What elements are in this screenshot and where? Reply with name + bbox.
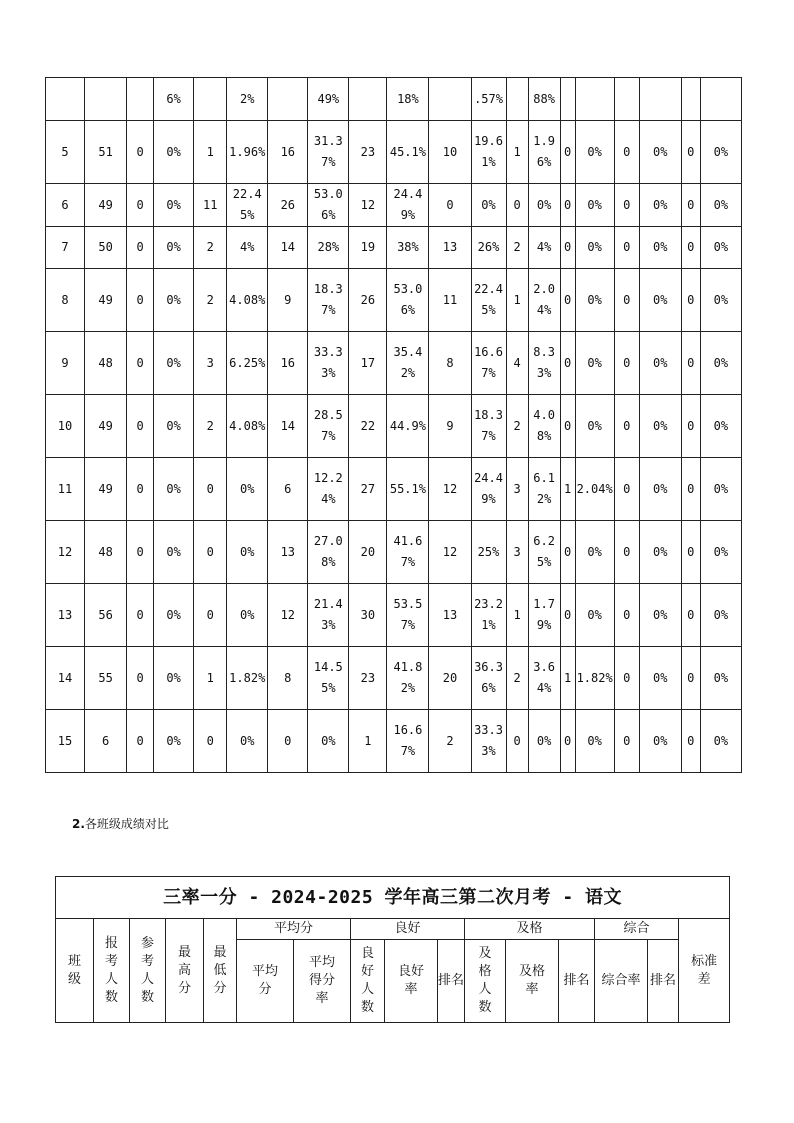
table-cell: 0 [560, 584, 575, 647]
table-cell: 30 [349, 584, 387, 647]
table-cell: 6 [85, 710, 127, 773]
table-cell: 17 [349, 332, 387, 395]
table-cell: 0 [681, 184, 700, 227]
section-heading [72, 815, 169, 832]
table-cell: 0 [268, 710, 308, 773]
table-cell: 12 [268, 584, 308, 647]
table-cell: 0 [127, 584, 154, 647]
header-overall-group: 综合 [595, 919, 679, 940]
table-row [46, 332, 742, 395]
table-cell: 6.25% [528, 521, 560, 584]
table-cell: 0 [127, 647, 154, 710]
table-cell: 18% [387, 78, 429, 121]
table-row [46, 78, 742, 121]
table-cell: 0% [639, 227, 681, 269]
class-comparison-table [55, 876, 730, 1023]
header-avg: 平均分 [237, 940, 294, 1023]
header-good-rate: 良好率 [385, 940, 438, 1023]
table-cell: 0% [700, 521, 741, 584]
table-cell: 0% [154, 121, 194, 184]
table-cell: 0% [154, 269, 194, 332]
table-cell: 24.49% [387, 184, 429, 227]
table-cell: 0 [681, 121, 700, 184]
table-cell: 0 [681, 521, 700, 584]
table-cell: 14 [268, 395, 308, 458]
table-cell: 12 [349, 184, 387, 227]
table-cell [506, 78, 528, 121]
table-cell: 19 [349, 227, 387, 269]
table-cell: 0 [127, 332, 154, 395]
table-cell: 0 [614, 227, 639, 269]
table-cell: 0 [429, 184, 471, 227]
table-cell: 0% [639, 332, 681, 395]
table-cell: 0 [614, 521, 639, 584]
table-cell: 0% [639, 269, 681, 332]
table-cell: 1 [194, 647, 227, 710]
table-cell: 0% [639, 184, 681, 227]
table-cell: 0 [194, 521, 227, 584]
table-cell: 15 [46, 710, 85, 773]
table-cell: 5 [46, 121, 85, 184]
table-cell: 0% [154, 184, 194, 227]
table-cell: 49 [85, 269, 127, 332]
table-cell: 56 [85, 584, 127, 647]
table-cell: 0 [681, 395, 700, 458]
table-cell: 0% [227, 710, 268, 773]
table-cell: 0% [700, 647, 741, 710]
table-cell: 6.25% [227, 332, 268, 395]
table-cell: 0 [560, 184, 575, 227]
table-cell: 0 [614, 458, 639, 521]
table-row [46, 584, 742, 647]
header-avg-group: 平均分 [237, 919, 351, 940]
table-cell: 2 [506, 395, 528, 458]
table-cell: 0 [681, 269, 700, 332]
table-cell: 0 [194, 710, 227, 773]
table-cell: 26 [268, 184, 308, 227]
table-cell: 0% [575, 710, 614, 773]
table-cell: 2 [194, 269, 227, 332]
table-cell: 53.06% [387, 269, 429, 332]
table-cell: 4% [528, 227, 560, 269]
header-pass-rate: 及格率 [506, 940, 559, 1023]
table-cell: 53.57% [387, 584, 429, 647]
table-cell: 1 [349, 710, 387, 773]
table-cell: 4.08% [528, 395, 560, 458]
table-cell: 9 [46, 332, 85, 395]
table-cell: 0% [154, 647, 194, 710]
table-cell: 0% [575, 521, 614, 584]
table-cell: 1.96% [528, 121, 560, 184]
table-cell: 0% [528, 184, 560, 227]
table-cell [349, 78, 387, 121]
table-cell: 36.36% [471, 647, 506, 710]
table-cell: 23 [349, 121, 387, 184]
table-cell: 0% [700, 332, 741, 395]
table-cell: 0% [700, 227, 741, 269]
table-cell: 0% [308, 710, 349, 773]
table-cell [268, 78, 308, 121]
table-cell: 7 [46, 227, 85, 269]
table-cell [575, 78, 614, 121]
table-cell: 0% [575, 269, 614, 332]
table-cell: 0% [154, 458, 194, 521]
table-row [46, 227, 742, 269]
table-cell: 0 [127, 521, 154, 584]
table-cell: 22 [349, 395, 387, 458]
table-cell: 0 [681, 458, 700, 521]
table-cell: 55.1% [387, 458, 429, 521]
table-cell: 1.96% [227, 121, 268, 184]
table-cell: 49% [308, 78, 349, 121]
table-cell: 3 [194, 332, 227, 395]
table-cell: 0 [614, 184, 639, 227]
table-cell: 0 [681, 227, 700, 269]
table-cell: 25% [471, 521, 506, 584]
table-cell: 13 [268, 521, 308, 584]
table-cell: 1.79% [528, 584, 560, 647]
table-cell: 0 [560, 332, 575, 395]
table-cell: 0 [681, 710, 700, 773]
table-cell: 0 [681, 584, 700, 647]
table-cell: 13 [46, 584, 85, 647]
header-good-group: 良好 [351, 919, 465, 940]
table-cell: 28.57% [308, 395, 349, 458]
table-cell: 9 [429, 395, 471, 458]
table-cell: 4 [506, 332, 528, 395]
table-cell: 33.33% [308, 332, 349, 395]
table-cell: 1 [560, 458, 575, 521]
table-cell: 18.37% [471, 395, 506, 458]
table-cell: 13 [429, 584, 471, 647]
table-cell: 27 [349, 458, 387, 521]
table-cell: 0% [154, 710, 194, 773]
table-cell: 0 [614, 269, 639, 332]
table-cell: 9 [268, 269, 308, 332]
header-std: 标准差 [679, 919, 730, 1023]
table-cell: 0 [127, 227, 154, 269]
table-cell: 41.67% [387, 521, 429, 584]
table-cell: 12 [429, 521, 471, 584]
table-cell: 0% [639, 710, 681, 773]
table-cell: 19.61% [471, 121, 506, 184]
table-cell: 0 [614, 395, 639, 458]
table-cell: 41.82% [387, 647, 429, 710]
table-cell: 2 [194, 227, 227, 269]
table-cell: 0 [614, 647, 639, 710]
table-cell: 0 [560, 395, 575, 458]
table-cell: 10 [46, 395, 85, 458]
table-cell: 48 [85, 332, 127, 395]
table-cell: 0 [127, 121, 154, 184]
table-cell: 0% [154, 332, 194, 395]
table-cell: 0% [700, 395, 741, 458]
table-cell: 3.64% [528, 647, 560, 710]
table-cell: 0 [127, 184, 154, 227]
table-cell: 0% [639, 521, 681, 584]
table-cell: 50 [85, 227, 127, 269]
table-cell: 1 [560, 647, 575, 710]
table-cell: 0% [575, 584, 614, 647]
table-row [46, 647, 742, 710]
comparison-table-title: 三率一分 - 2024-2025 学年高三第二次月考 - 语文 [56, 877, 730, 919]
table-cell: 4% [227, 227, 268, 269]
header-pass-rank: 排名 [559, 940, 595, 1023]
table-cell: 0% [700, 458, 741, 521]
table-cell: 4.08% [227, 269, 268, 332]
table-cell: 21.43% [308, 584, 349, 647]
table-cell: 0 [681, 332, 700, 395]
table-cell: 0% [154, 395, 194, 458]
table-cell: 20 [429, 647, 471, 710]
table-cell [46, 78, 85, 121]
header-good-count: 良好人数 [351, 940, 385, 1023]
table-cell: 28% [308, 227, 349, 269]
header-class: 班级 [56, 919, 94, 1023]
table-cell: 12.24% [308, 458, 349, 521]
table-cell: 4.08% [227, 395, 268, 458]
table-cell: 20 [349, 521, 387, 584]
table-cell [614, 78, 639, 121]
table-cell: 0% [700, 121, 741, 184]
table-cell: 0% [639, 395, 681, 458]
table-cell: 0% [639, 121, 681, 184]
table-cell: 0% [639, 458, 681, 521]
table-cell: 16.67% [471, 332, 506, 395]
table-cell: 0% [227, 458, 268, 521]
table-cell: 8 [429, 332, 471, 395]
table-cell: 0% [575, 332, 614, 395]
table-cell: 1.82% [575, 647, 614, 710]
table-cell: 49 [85, 184, 127, 227]
score-distribution-table [45, 77, 742, 773]
table-cell: 88% [528, 78, 560, 121]
table-cell: 48 [85, 521, 127, 584]
table-cell: 53.06% [308, 184, 349, 227]
table-cell: 16.67% [387, 710, 429, 773]
table-cell: 11 [46, 458, 85, 521]
table-cell: 26 [349, 269, 387, 332]
table-cell: 0% [575, 121, 614, 184]
table-cell: 24.49% [471, 458, 506, 521]
header-pass-group: 及格 [465, 919, 595, 940]
table-cell: 12 [46, 521, 85, 584]
table-cell: 23 [349, 647, 387, 710]
header-participants: 参考人数 [130, 919, 166, 1023]
table-cell: 0 [614, 332, 639, 395]
table-cell: 0% [575, 184, 614, 227]
table-cell: 49 [85, 458, 127, 521]
table-cell [85, 78, 127, 121]
table-cell: 11 [194, 184, 227, 227]
table-cell: 1 [506, 584, 528, 647]
table-cell [194, 78, 227, 121]
header-pass-count: 及格人数 [465, 940, 506, 1023]
table-cell: .57% [471, 78, 506, 121]
table-cell: 0 [194, 458, 227, 521]
table-cell: 0 [560, 121, 575, 184]
table-cell: 16 [268, 332, 308, 395]
table-cell: 0 [560, 269, 575, 332]
section-title: 各班级成绩对比 [84, 817, 169, 831]
table-cell: 0% [154, 584, 194, 647]
table-cell: 2 [194, 395, 227, 458]
table-cell: 10 [429, 121, 471, 184]
table-cell: 3 [506, 458, 528, 521]
table-cell: 26% [471, 227, 506, 269]
table-cell: 13 [429, 227, 471, 269]
table-cell [127, 78, 154, 121]
table-cell: 0% [639, 647, 681, 710]
table-cell: 31.37% [308, 121, 349, 184]
table-cell: 0% [154, 521, 194, 584]
header-good-rank: 排名 [438, 940, 465, 1023]
table-cell [700, 78, 741, 121]
table-cell: 0 [560, 227, 575, 269]
table-cell: 0 [127, 395, 154, 458]
table-cell: 0 [681, 647, 700, 710]
table-cell: 0% [227, 521, 268, 584]
table-cell: 1.82% [227, 647, 268, 710]
table-cell: 55 [85, 647, 127, 710]
table-cell: 23.21% [471, 584, 506, 647]
table-cell: 38% [387, 227, 429, 269]
table-row [46, 710, 742, 773]
header-max: 最高分 [166, 919, 204, 1023]
table-row [46, 395, 742, 458]
table-cell: 27.08% [308, 521, 349, 584]
table-cell: 49 [85, 395, 127, 458]
table-cell: 6 [46, 184, 85, 227]
header-overall-rank: 排名 [648, 940, 679, 1023]
table-cell [639, 78, 681, 121]
table-row [46, 458, 742, 521]
table-cell [681, 78, 700, 121]
table-cell: 0% [575, 227, 614, 269]
table-cell: 0% [528, 710, 560, 773]
table-cell: 0 [127, 269, 154, 332]
table-cell: 0 [560, 521, 575, 584]
table-cell: 2 [506, 647, 528, 710]
table-cell: 51 [85, 121, 127, 184]
table-cell: 1 [506, 121, 528, 184]
table-cell: 0% [700, 269, 741, 332]
table-cell: 22.45% [227, 184, 268, 227]
header-avg-rate: 平均得分率 [294, 940, 351, 1023]
table-cell: 6 [268, 458, 308, 521]
table-cell: 2 [429, 710, 471, 773]
table-cell: 45.1% [387, 121, 429, 184]
header-min: 最低分 [204, 919, 237, 1023]
table-cell: 0 [614, 710, 639, 773]
table-cell: 35.42% [387, 332, 429, 395]
table-cell: 8 [46, 269, 85, 332]
table-cell: 0% [154, 227, 194, 269]
table-cell: 14 [268, 227, 308, 269]
table-cell: 3 [506, 521, 528, 584]
table-row [46, 269, 742, 332]
table-cell: 0 [614, 121, 639, 184]
table-cell: 0 [506, 710, 528, 773]
table-cell: 0% [700, 184, 741, 227]
table-cell: 14.55% [308, 647, 349, 710]
table-cell: 0 [506, 184, 528, 227]
table-cell: 0 [560, 710, 575, 773]
table-row [46, 121, 742, 184]
table-cell: 16 [268, 121, 308, 184]
table-cell [429, 78, 471, 121]
table-cell: 2.04% [575, 458, 614, 521]
header-registered: 报考人数 [94, 919, 130, 1023]
table-cell: 0 [127, 710, 154, 773]
table-row [46, 184, 742, 227]
table-cell: 6% [154, 78, 194, 121]
score-distribution-body [46, 78, 742, 773]
table-cell: 0% [700, 710, 741, 773]
table-cell: 12 [429, 458, 471, 521]
table-cell: 2.04% [528, 269, 560, 332]
table-cell [560, 78, 575, 121]
table-cell: 0 [194, 584, 227, 647]
table-row [46, 521, 742, 584]
table-cell: 8.33% [528, 332, 560, 395]
section-number: 2. [72, 817, 85, 831]
table-cell: 0% [575, 395, 614, 458]
table-cell: 11 [429, 269, 471, 332]
table-cell: 8 [268, 647, 308, 710]
table-cell: 1 [194, 121, 227, 184]
table-cell: 44.9% [387, 395, 429, 458]
table-cell: 33.33% [471, 710, 506, 773]
table-cell: 0 [127, 458, 154, 521]
table-cell: 0% [471, 184, 506, 227]
table-cell: 0 [614, 584, 639, 647]
header-overall-rate: 综合率 [595, 940, 648, 1023]
table-cell: 22.45% [471, 269, 506, 332]
table-cell: 0% [227, 584, 268, 647]
table-cell: 2 [506, 227, 528, 269]
table-cell: 6.12% [528, 458, 560, 521]
table-cell: 1 [506, 269, 528, 332]
table-cell: 0% [700, 584, 741, 647]
table-cell: 18.37% [308, 269, 349, 332]
table-cell: 14 [46, 647, 85, 710]
table-cell: 0% [639, 584, 681, 647]
table-cell: 2% [227, 78, 268, 121]
